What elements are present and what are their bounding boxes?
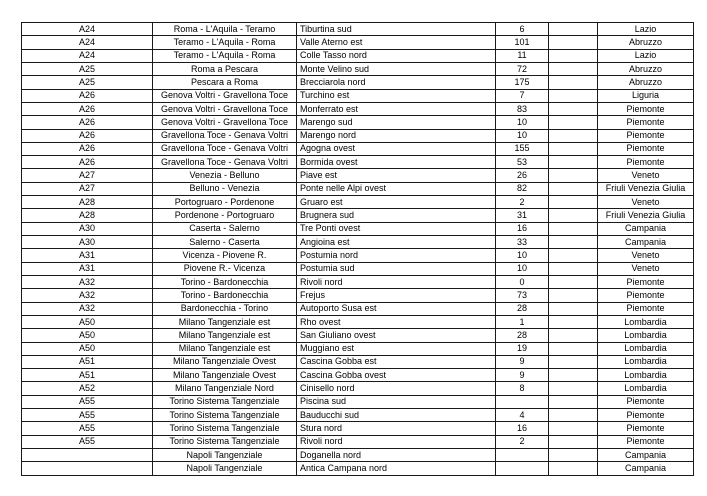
cell-region: Piemonte xyxy=(598,142,694,155)
cell-route: Roma a Pescara xyxy=(153,62,297,75)
cell-empty xyxy=(549,302,598,315)
cell-service-area: Tiburtina sud xyxy=(297,23,496,36)
cell-region: Piemonte xyxy=(598,302,694,315)
cell-empty xyxy=(549,315,598,328)
cell-empty xyxy=(549,196,598,209)
cell-value: 11 xyxy=(496,49,549,62)
cell-service-area: Cascina Gobba ovest xyxy=(297,369,496,382)
table-row xyxy=(22,289,694,302)
cell-value: 7 xyxy=(496,89,549,102)
cell-service-area: Brecciarola nord xyxy=(297,76,496,89)
cell-value xyxy=(496,462,549,476)
cell-region: Piemonte xyxy=(598,275,694,288)
cell-route: Teramo - L'Aquila - Roma xyxy=(153,49,297,62)
cell-service-area: Marengo sud xyxy=(297,116,496,129)
cell-route: Piovene R.- Vicenza xyxy=(153,262,297,275)
cell-empty xyxy=(549,182,598,195)
cell-region: Piemonte xyxy=(598,129,694,142)
cell-empty xyxy=(549,36,598,49)
cell-region: Piemonte xyxy=(598,422,694,435)
cell-route: Torino Sistema Tangenziale xyxy=(153,395,297,408)
cell-service-area: Piave est xyxy=(297,169,496,182)
cell-highway-code: A28 xyxy=(22,196,153,209)
cell-highway-code: A27 xyxy=(22,182,153,195)
table-row xyxy=(22,275,694,288)
table-row xyxy=(22,76,694,89)
cell-service-area: Monte Velino sud xyxy=(297,62,496,75)
table-row xyxy=(22,422,694,435)
cell-value: 28 xyxy=(496,329,549,342)
cell-region: Abruzzo xyxy=(598,62,694,75)
cell-route: Torino - Bardonecchia xyxy=(153,289,297,302)
cell-region: Veneto xyxy=(598,169,694,182)
cell-service-area: Bauducchi sud xyxy=(297,409,496,422)
cell-value: 4 xyxy=(496,409,549,422)
cell-route: Milano Tangenziale est xyxy=(153,329,297,342)
cell-empty xyxy=(549,409,598,422)
cell-region: Friuli Venezia Giulia xyxy=(598,209,694,222)
cell-service-area: Rivoli nord xyxy=(297,275,496,288)
cell-region: Lazio xyxy=(598,49,694,62)
cell-highway-code: A50 xyxy=(22,329,153,342)
cell-region: Piemonte xyxy=(598,435,694,448)
cell-region: Piemonte xyxy=(598,116,694,129)
cell-value: 82 xyxy=(496,182,549,195)
cell-value: 155 xyxy=(496,142,549,155)
table-row xyxy=(22,36,694,49)
cell-region: Piemonte xyxy=(598,395,694,408)
cell-value: 10 xyxy=(496,129,549,142)
cell-empty xyxy=(549,435,598,448)
cell-empty xyxy=(549,342,598,355)
cell-highway-code: A55 xyxy=(22,409,153,422)
table-row xyxy=(22,329,694,342)
cell-value: 19 xyxy=(496,342,549,355)
cell-value: 16 xyxy=(496,222,549,235)
cell-route: Gravellona Toce - Genava Voltri xyxy=(153,129,297,142)
cell-value: 0 xyxy=(496,275,549,288)
cell-region: Veneto xyxy=(598,249,694,262)
table-row xyxy=(22,23,694,36)
cell-route: Belluno - Venezia xyxy=(153,182,297,195)
cell-empty xyxy=(549,329,598,342)
cell-value: 16 xyxy=(496,422,549,435)
cell-value: 8 xyxy=(496,382,549,395)
cell-route: Milano Tangenziale Ovest xyxy=(153,369,297,382)
cell-route: Milano Tangenziale Ovest xyxy=(153,355,297,368)
table-row xyxy=(22,142,694,155)
cell-service-area: Frejus xyxy=(297,289,496,302)
cell-highway-code: A26 xyxy=(22,142,153,155)
cell-service-area: Rho ovest xyxy=(297,315,496,328)
table-row xyxy=(22,89,694,102)
cell-empty xyxy=(549,169,598,182)
table-row xyxy=(22,209,694,222)
service-areas-table xyxy=(21,22,694,476)
cell-service-area: Agogna ovest xyxy=(297,142,496,155)
cell-empty xyxy=(549,422,598,435)
cell-route: Caserta - Salerno xyxy=(153,222,297,235)
cell-service-area: Cascina Gobba est xyxy=(297,355,496,368)
cell-service-area: Brugnera sud xyxy=(297,209,496,222)
cell-route: Bardonecchia - Torino xyxy=(153,302,297,315)
cell-empty xyxy=(549,142,598,155)
cell-empty xyxy=(549,249,598,262)
cell-value xyxy=(496,449,549,462)
table-row xyxy=(22,382,694,395)
cell-value: 2 xyxy=(496,196,549,209)
cell-service-area: Rivoli nord xyxy=(297,435,496,448)
table-row xyxy=(22,342,694,355)
cell-highway-code: A32 xyxy=(22,275,153,288)
cell-service-area: San Giuliano ovest xyxy=(297,329,496,342)
table-row xyxy=(22,355,694,368)
cell-region: Piemonte xyxy=(598,102,694,115)
cell-empty xyxy=(549,222,598,235)
cell-route: Pordenone - Portogruaro xyxy=(153,209,297,222)
cell-empty xyxy=(549,275,598,288)
cell-region: Abruzzo xyxy=(598,36,694,49)
cell-empty xyxy=(549,102,598,115)
cell-highway-code: A50 xyxy=(22,342,153,355)
cell-highway-code: A51 xyxy=(22,355,153,368)
cell-highway-code xyxy=(22,462,153,476)
cell-highway-code: A30 xyxy=(22,222,153,235)
cell-route: Napoli Tangenziale xyxy=(153,449,297,462)
cell-highway-code: A24 xyxy=(22,36,153,49)
cell-region: Abruzzo xyxy=(598,76,694,89)
cell-empty xyxy=(549,382,598,395)
table-row xyxy=(22,236,694,249)
cell-empty xyxy=(549,49,598,62)
cell-route: Venezia - Belluno xyxy=(153,169,297,182)
table-row xyxy=(22,315,694,328)
cell-value: 83 xyxy=(496,102,549,115)
cell-empty xyxy=(549,236,598,249)
cell-highway-code xyxy=(22,449,153,462)
table-row xyxy=(22,449,694,462)
cell-highway-code: A24 xyxy=(22,23,153,36)
cell-highway-code: A31 xyxy=(22,262,153,275)
cell-route: Milano Tangenziale Nord xyxy=(153,382,297,395)
cell-service-area: Cinisello nord xyxy=(297,382,496,395)
cell-empty xyxy=(549,156,598,169)
cell-service-area: Ponte nelle Alpi ovest xyxy=(297,182,496,195)
cell-empty xyxy=(549,116,598,129)
cell-highway-code: A26 xyxy=(22,129,153,142)
cell-empty xyxy=(549,129,598,142)
cell-highway-code: A52 xyxy=(22,382,153,395)
cell-service-area: Antica Campana nord xyxy=(297,462,496,476)
table-row xyxy=(22,156,694,169)
cell-value: 6 xyxy=(496,23,549,36)
cell-empty xyxy=(549,23,598,36)
table-row xyxy=(22,196,694,209)
cell-service-area: Autoporto Susa est xyxy=(297,302,496,315)
cell-region: Piemonte xyxy=(598,409,694,422)
cell-service-area: Postumia nord xyxy=(297,249,496,262)
cell-empty xyxy=(549,369,598,382)
cell-service-area: Stura nord xyxy=(297,422,496,435)
cell-highway-code: A32 xyxy=(22,289,153,302)
cell-region: Veneto xyxy=(598,262,694,275)
cell-service-area: Tre Ponti ovest xyxy=(297,222,496,235)
cell-service-area: Marengo nord xyxy=(297,129,496,142)
cell-service-area: Angioina est xyxy=(297,236,496,249)
cell-service-area: Piscina sud xyxy=(297,395,496,408)
cell-route: Genova Voltri - Gravellona Toce xyxy=(153,89,297,102)
table-row xyxy=(22,129,694,142)
table-row xyxy=(22,435,694,448)
cell-service-area: Bormida ovest xyxy=(297,156,496,169)
cell-route: Gravellona Toce - Genava Voltri xyxy=(153,142,297,155)
table-row xyxy=(22,409,694,422)
table-body xyxy=(22,23,694,476)
cell-route: Torino - Bardonecchia xyxy=(153,275,297,288)
cell-empty xyxy=(549,449,598,462)
cell-region: Lombardia xyxy=(598,369,694,382)
cell-route: Torino Sistema Tangenziale xyxy=(153,409,297,422)
cell-service-area: Gruaro est xyxy=(297,196,496,209)
cell-region: Veneto xyxy=(598,196,694,209)
cell-region: Piemonte xyxy=(598,289,694,302)
cell-highway-code: A26 xyxy=(22,116,153,129)
cell-empty xyxy=(549,76,598,89)
cell-highway-code: A26 xyxy=(22,102,153,115)
cell-region: Lombardia xyxy=(598,329,694,342)
table-row xyxy=(22,116,694,129)
cell-empty xyxy=(549,89,598,102)
table-row xyxy=(22,62,694,75)
cell-value: 10 xyxy=(496,249,549,262)
cell-empty xyxy=(549,209,598,222)
cell-region: Campania xyxy=(598,236,694,249)
cell-route: Vicenza - Piovene R. xyxy=(153,249,297,262)
cell-route: Pescara a Roma xyxy=(153,76,297,89)
table-row xyxy=(22,169,694,182)
cell-highway-code: A24 xyxy=(22,49,153,62)
cell-value: 9 xyxy=(496,369,549,382)
cell-route: Roma - L'Aquila - Teramo xyxy=(153,23,297,36)
cell-value: 33 xyxy=(496,236,549,249)
cell-service-area: Valle Aterno est xyxy=(297,36,496,49)
cell-highway-code: A55 xyxy=(22,395,153,408)
cell-value xyxy=(496,395,549,408)
cell-route: Genova Voltri - Gravellona Toce xyxy=(153,116,297,129)
cell-highway-code: A51 xyxy=(22,369,153,382)
cell-value: 72 xyxy=(496,62,549,75)
cell-value: 2 xyxy=(496,435,549,448)
cell-region: Lombardia xyxy=(598,342,694,355)
cell-value: 28 xyxy=(496,302,549,315)
cell-value: 26 xyxy=(496,169,549,182)
cell-value: 73 xyxy=(496,289,549,302)
cell-route: Napoli Tangenziale xyxy=(153,462,297,476)
cell-region: Lombardia xyxy=(598,382,694,395)
cell-empty xyxy=(549,395,598,408)
cell-region: Campania xyxy=(598,449,694,462)
cell-highway-code: A30 xyxy=(22,236,153,249)
cell-route: Torino Sistema Tangenziale xyxy=(153,435,297,448)
cell-empty xyxy=(549,462,598,476)
cell-highway-code: A25 xyxy=(22,62,153,75)
cell-value: 53 xyxy=(496,156,549,169)
cell-route: Genova Voltri - Gravellona Toce xyxy=(153,102,297,115)
cell-highway-code: A55 xyxy=(22,422,153,435)
cell-highway-code: A27 xyxy=(22,169,153,182)
table-row xyxy=(22,49,694,62)
cell-region: Lombardia xyxy=(598,355,694,368)
cell-value: 9 xyxy=(496,355,549,368)
table-row xyxy=(22,222,694,235)
cell-region: Friuli Venezia Giulia xyxy=(598,182,694,195)
cell-route: Milano Tangenziale est xyxy=(153,342,297,355)
cell-region: Liguria xyxy=(598,89,694,102)
cell-route: Milano Tangenziale est xyxy=(153,315,297,328)
table-row xyxy=(22,369,694,382)
cell-region: Campania xyxy=(598,222,694,235)
cell-highway-code: A55 xyxy=(22,435,153,448)
table-row xyxy=(22,302,694,315)
cell-value: 31 xyxy=(496,209,549,222)
cell-region: Lombardia xyxy=(598,315,694,328)
cell-value: 10 xyxy=(496,262,549,275)
cell-highway-code: A32 xyxy=(22,302,153,315)
cell-service-area: Monferrato est xyxy=(297,102,496,115)
table-row xyxy=(22,249,694,262)
cell-highway-code: A50 xyxy=(22,315,153,328)
cell-service-area: Doganella nord xyxy=(297,449,496,462)
cell-highway-code: A26 xyxy=(22,89,153,102)
cell-empty xyxy=(549,262,598,275)
cell-route: Salerno - Caserta xyxy=(153,236,297,249)
cell-value: 1 xyxy=(496,315,549,328)
table-row xyxy=(22,262,694,275)
table-row xyxy=(22,462,694,476)
cell-value: 101 xyxy=(496,36,549,49)
cell-highway-code: A31 xyxy=(22,249,153,262)
cell-region: Campania xyxy=(598,462,694,476)
cell-route: Portogruaro - Pordenone xyxy=(153,196,297,209)
cell-value: 10 xyxy=(496,116,549,129)
cell-empty xyxy=(549,289,598,302)
cell-service-area: Postumia sud xyxy=(297,262,496,275)
cell-highway-code: A25 xyxy=(22,76,153,89)
cell-highway-code: A26 xyxy=(22,156,153,169)
cell-highway-code: A28 xyxy=(22,209,153,222)
cell-region: Piemonte xyxy=(598,156,694,169)
cell-empty xyxy=(549,355,598,368)
cell-service-area: Muggiano est xyxy=(297,342,496,355)
cell-value: 175 xyxy=(496,76,549,89)
cell-region: Lazio xyxy=(598,23,694,36)
cell-service-area: Turchino est xyxy=(297,89,496,102)
cell-route: Gravellona Toce - Genava Voltri xyxy=(153,156,297,169)
cell-service-area: Colle Tasso nord xyxy=(297,49,496,62)
cell-empty xyxy=(549,62,598,75)
table-row xyxy=(22,182,694,195)
table-row xyxy=(22,102,694,115)
cell-route: Torino Sistema Tangenziale xyxy=(153,422,297,435)
cell-route: Teramo - L'Aquila - Roma xyxy=(153,36,297,49)
table-row xyxy=(22,395,694,408)
